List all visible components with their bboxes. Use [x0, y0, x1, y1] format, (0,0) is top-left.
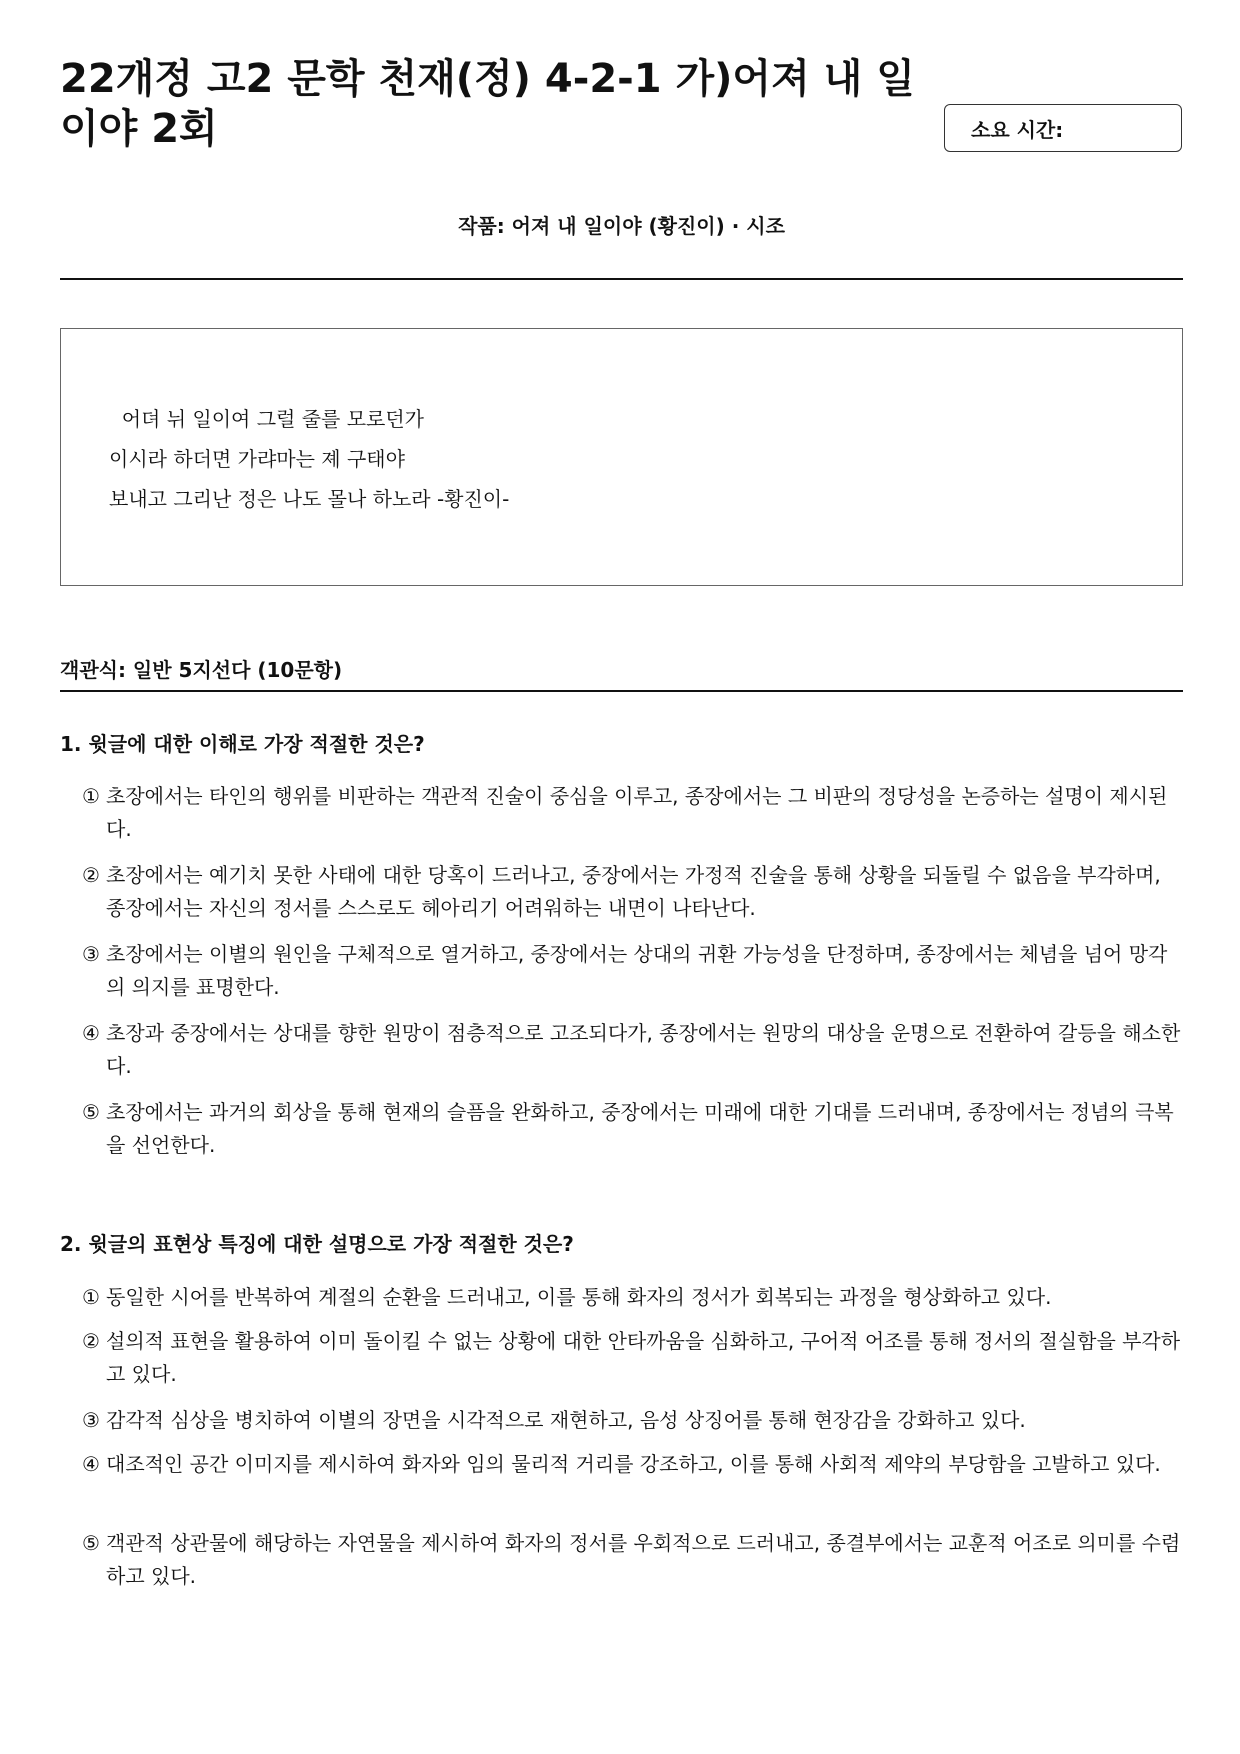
option-text: 초장과 중장에서는 상대를 향한 원망이 점층적으로 고조되다가, 종장에서는 원망의 대상을 운명으로 전환하여 갈등을 해소한다. [106, 1021, 1181, 1078]
question-option[interactable] [82, 859, 1182, 925]
section-heading: 객관식: 일반 5지선다 (10문항) [60, 658, 343, 682]
option-text: 동일한 시어를 반복하여 계절의 순환을 드러내고, 이를 통해 화자의 정서가 회복되는 과정을 형상화하고 있다. [106, 1285, 1052, 1309]
question-option[interactable] [82, 1448, 1182, 1481]
option-text: 감각적 심상을 병치하여 이별의 장면을 시각적으로 재현하고, 음성 상징어를 통해 현장감을 강화하고 있다. [106, 1408, 1026, 1432]
work-info: 작품: 어져 내 일이야 (황진이) · 시조 [458, 214, 785, 238]
option-text: 초장에서는 예기치 못한 사태에 대한 당혹이 드러나고, 중장에서는 가정적 진술을 통해 상황을 되돌릴 수 없음을 부각하며, 종장에서는 자신의 정서를 스스로도 헤아리기 어려워하는 내면이 나타난다. [106, 863, 1161, 920]
question-option[interactable] [82, 1404, 1182, 1437]
option-number: ② [82, 1329, 100, 1353]
option-text: 초장에서는 과거의 회상을 통해 현재의 슬픔을 완화하고, 중장에서는 미래에 대한 기대를 드러내며, 종장에서는 정념의 극복을 선언한다. [106, 1100, 1174, 1157]
option-text: 설의적 표현을 활용하여 이미 돌이킬 수 없는 상황에 대한 안타까움을 심화하고, 구어적 어조를 통해 정서의 절실함을 부각하고 있다. [106, 1329, 1181, 1386]
option-text: 객관적 상관물에 해당하는 자연물을 제시하여 화자의 정서를 우회적으로 드러내고, 종결부에서는 교훈적 어조로 의미를 수렴하고 있다. [106, 1531, 1181, 1588]
question-option[interactable] [82, 1017, 1182, 1083]
poem-line: 어뎌 뉘 일이여 그럴 줄를 모로던가 [109, 407, 424, 431]
divider [60, 690, 1183, 692]
option-number: ④ [82, 1021, 100, 1045]
option-number: ⑤ [82, 1100, 100, 1124]
question-title: 2. 윗글의 표현상 특징에 대한 설명으로 가장 적절한 것은? [60, 1232, 574, 1256]
poem-box [60, 328, 1183, 586]
option-number: ⑤ [82, 1531, 100, 1555]
question-title: 1. 윗글에 대한 이해로 가장 적절한 것은? [60, 732, 425, 756]
option-text: 초장에서는 타인의 행위를 비판하는 객관적 진술이 중심을 이루고, 종장에서는 그 비판의 정당성을 논증하는 설명이 제시된다. [106, 784, 1168, 841]
poem-line: 이시라 하더면 가랴마는 졔 구태야 [109, 447, 405, 471]
question-option[interactable] [82, 1281, 1182, 1314]
option-number: ② [82, 863, 100, 887]
option-number: ① [82, 1285, 100, 1309]
page-title: 22개정 고2 문학 천재(정) 4-2-1 가)어져 내 일이야 2회 [60, 56, 915, 152]
option-number: ④ [82, 1452, 100, 1476]
question-option[interactable] [82, 1325, 1182, 1391]
poem-line: 보내고 그리난 정은 나도 몰나 하노라 -황진이- [109, 487, 510, 511]
option-number: ③ [82, 1408, 100, 1432]
option-number: ① [82, 784, 100, 808]
time-box [944, 104, 1182, 152]
divider [60, 278, 1183, 280]
question-option[interactable] [82, 780, 1182, 846]
time-label: 소요 시간: [971, 117, 1064, 142]
option-text: 초장에서는 이별의 원인을 구체적으로 열거하고, 중장에서는 상대의 귀환 가능성을 단정하며, 종장에서는 체념을 넘어 망각의 의지를 표명한다. [106, 942, 1168, 999]
option-text: 대조적인 공간 이미지를 제시하여 화자와 임의 물리적 거리를 강조하고, 이를 통해 사회적 제약의 부당함을 고발하고 있다. [106, 1452, 1161, 1476]
question-option[interactable] [82, 938, 1182, 1004]
question-option[interactable] [82, 1527, 1182, 1593]
option-number: ③ [82, 942, 100, 966]
question-option[interactable] [82, 1096, 1182, 1162]
